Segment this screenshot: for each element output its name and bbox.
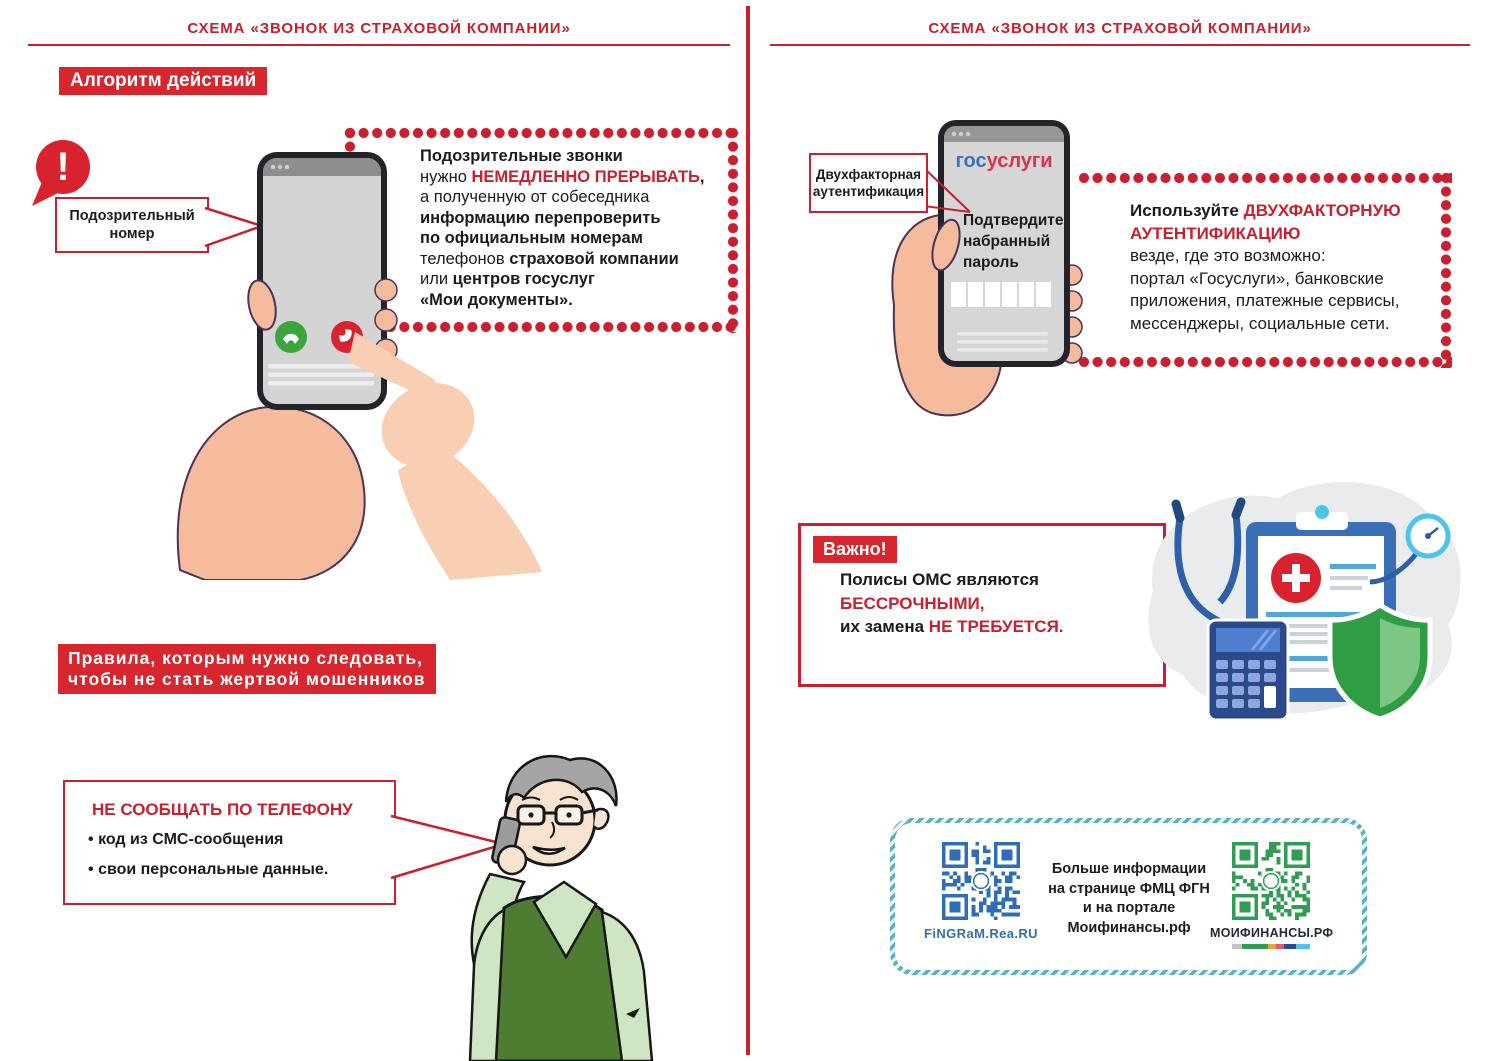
brand-stripe bbox=[1232, 944, 1310, 949]
advice-line: Подозрительные звонки bbox=[420, 147, 623, 165]
advice-line: АУТЕНТИФИКАЦИЮ bbox=[1130, 223, 1301, 243]
advice-dotted-border-top bbox=[344, 127, 739, 139]
advice-line: телефонов страховой компании bbox=[420, 249, 679, 268]
advice-line: мессенджеры, социальные сети. bbox=[1130, 313, 1390, 333]
advice-text-right bbox=[1130, 200, 1401, 335]
fingram-url: FiNGRaM.Rea.RU bbox=[924, 926, 1038, 941]
twofa-label-line: аутентификация bbox=[812, 184, 925, 199]
left-page-header: СХЕМА «ЗВОНОК ИЗ СТРАХОВОЙ КОМПАНИИ» bbox=[187, 20, 571, 37]
hand bbox=[498, 846, 526, 874]
advice-line: нужно НЕМЕДЛЕННО ПРЕРЫВАТЬ, bbox=[420, 167, 705, 186]
advice2-dotted-border-top bbox=[1078, 172, 1452, 184]
ear bbox=[594, 809, 608, 829]
important-text: Полисы ОМС являются БЕССРОЧНЫМИ, их замена НЕ ТРЕБУЕТСЯ. bbox=[840, 570, 1064, 636]
advice2-dotted-border-bottom bbox=[1078, 356, 1452, 368]
oms-medical-illustration bbox=[1128, 460, 1473, 728]
bullet-item: • свои персональные данные. bbox=[88, 861, 329, 878]
pointing-hand bbox=[348, 332, 542, 580]
panel-divider bbox=[746, 6, 750, 1055]
warning-exclamation: ! bbox=[56, 145, 70, 189]
right-header-underline bbox=[770, 44, 1470, 46]
phone-screen-text: Подтвердите набранный пароль bbox=[963, 212, 1064, 271]
twofa-label-line: Двухфакторная bbox=[815, 167, 922, 182]
advice-line: а полученную от собеседника bbox=[420, 188, 650, 206]
holding-hand bbox=[178, 407, 365, 580]
footer-info-box bbox=[890, 818, 1367, 975]
advice-line: Используйте ДВУХФАКТОРНУЮ bbox=[1130, 201, 1401, 220]
suspicious-label-line: номер bbox=[109, 226, 155, 242]
calculator bbox=[1208, 620, 1288, 720]
advice-line: по официальным номерам bbox=[420, 229, 643, 247]
dont-tell-callout bbox=[63, 780, 396, 905]
footer-info-text: Больше информации на странице ФМЦ ФГН и на портале Моифинансы.рф bbox=[1048, 861, 1210, 936]
phone-illustration-left bbox=[150, 140, 550, 580]
rules-badge-line: Правила, которым нужно следовать, bbox=[68, 648, 423, 668]
advice-line: приложения, платежные сервисы, bbox=[1130, 291, 1400, 310]
smartphone-left bbox=[257, 152, 387, 410]
advice-line: информацию перепроверить bbox=[420, 208, 661, 227]
suspicious-label-line: Подозрительный bbox=[69, 208, 195, 224]
advice-line: портал «Госуслуги», банковские bbox=[1130, 268, 1384, 288]
rules-badge bbox=[58, 644, 436, 694]
answer-button-icon bbox=[275, 321, 307, 353]
bullet-item: • код из СМС-сообщения bbox=[88, 831, 284, 848]
rules-badge-line: чтобы не стать жертвой мошенников bbox=[68, 669, 426, 689]
right-page-header: СХЕМА «ЗВОНОК ИЗ СТРАХОВОЙ КОМПАНИИ» bbox=[928, 20, 1312, 37]
left-header-underline bbox=[28, 44, 730, 46]
advice-dotted-border-right bbox=[727, 127, 739, 333]
qr-code-moifinansy bbox=[1232, 842, 1310, 920]
important-badge: Важно! bbox=[813, 536, 897, 563]
qr-code-fingram bbox=[942, 842, 1020, 920]
moifinansy-url: МОИФИНАНСЫ.РФ bbox=[1210, 926, 1334, 940]
algorithm-badge: Алгоритм действий bbox=[59, 67, 267, 95]
twofa-callout bbox=[809, 153, 928, 213]
advice-line: «Мои документы». bbox=[420, 290, 573, 309]
advice-line: или центров госуслуг bbox=[420, 270, 595, 288]
advice-line: везде, где это возможно: bbox=[1130, 246, 1326, 265]
dont-tell-title: НЕ СООБЩАТЬ ПО ТЕЛЕФОНУ bbox=[92, 800, 353, 819]
gosuslugi-logo: госуслуги bbox=[955, 150, 1053, 172]
elderly-man-illustration bbox=[430, 752, 710, 1061]
advice2-dotted-border-right bbox=[1440, 172, 1452, 368]
